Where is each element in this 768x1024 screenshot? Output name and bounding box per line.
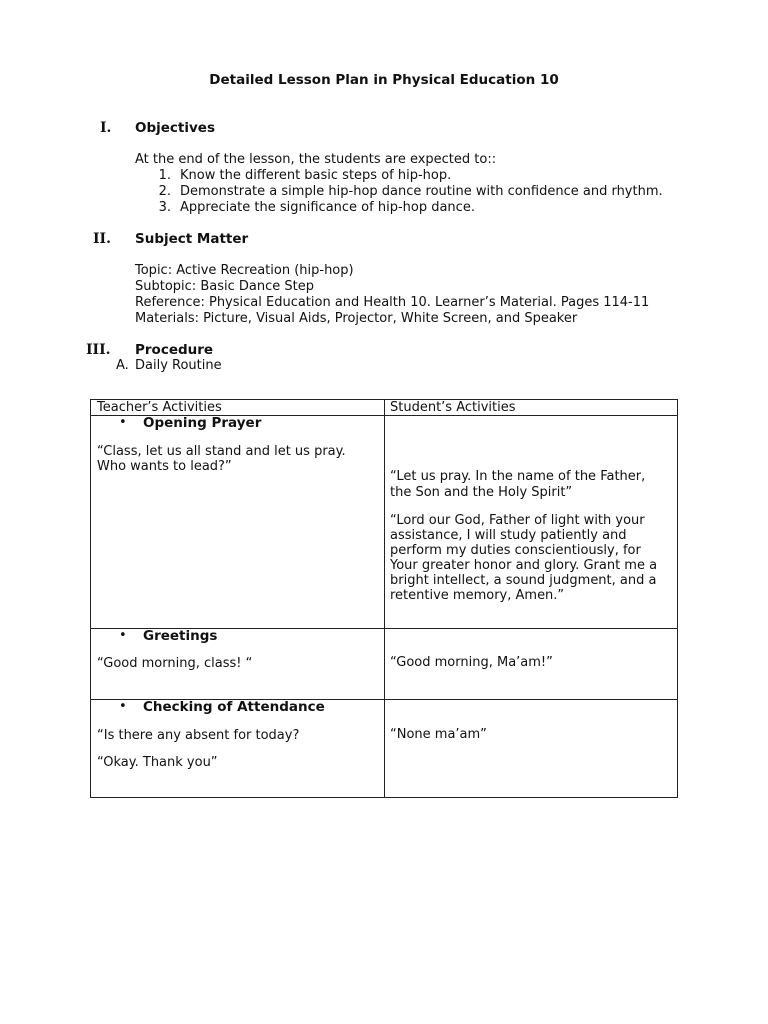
- teacher-greeting: “Good morning, class! “: [97, 656, 253, 671]
- subject-topic: Topic: Active Recreation (hip-hop): [135, 263, 354, 278]
- teacher-prayer-line: Who wants to lead?”: [97, 459, 232, 474]
- student-prayer-line: “Let us pray. In the name of the Father,: [390, 469, 646, 484]
- procedure-numeral: III.: [86, 342, 111, 358]
- greetings-title: Greetings: [143, 628, 218, 644]
- document-title: Detailed Lesson Plan in Physical Education 10: [209, 72, 559, 88]
- teacher-attendance-reply: “Okay. Thank you”: [97, 755, 218, 770]
- subject-subtopic: Subtopic: Basic Dance Step: [135, 279, 314, 294]
- student-prayer-line: the Son and the Holy Spirit”: [390, 485, 573, 500]
- student-prayer-line: assistance, I will study patiently and: [390, 528, 627, 543]
- attendance-title: Checking of Attendance: [143, 699, 325, 715]
- objectives-numeral: I.: [100, 120, 112, 136]
- subject-matter-heading: Subject Matter: [135, 231, 249, 247]
- student-prayer-line: “Lord our God, Father of light with your: [390, 513, 645, 528]
- objective-number: 2.: [158, 184, 171, 199]
- objective-item: Appreciate the significance of hip-hop dance.: [180, 200, 475, 215]
- subject-matter-numeral: II.: [93, 231, 111, 247]
- teacher-attendance-question: “Is there any absent for today?: [97, 728, 300, 743]
- bullet-icon: •: [119, 699, 127, 714]
- teacher-prayer-line: “Class, let us all stand and let us pray.: [97, 444, 346, 459]
- student-prayer-line: Your greater honor and glory. Grant me a: [390, 558, 658, 573]
- bullet-icon: •: [119, 415, 127, 430]
- subject-materials: Materials: Picture, Visual Aids, Projector, White Screen, and Speaker: [135, 311, 578, 326]
- procedure-heading: Procedure: [135, 342, 214, 358]
- activities-table: [90, 399, 678, 798]
- objectives-intro: At the end of the lesson, the students are expected to::: [135, 152, 497, 167]
- objective-number: 3.: [158, 200, 171, 215]
- objective-number: 1.: [158, 168, 171, 183]
- bullet-icon: •: [119, 628, 127, 643]
- student-greeting: “Good morning, Ma’am!”: [390, 655, 553, 670]
- student-prayer-line: perform my duties conscientiously, for: [390, 543, 641, 558]
- student-prayer-line: bright intellect, a sound judgment, and a: [390, 573, 657, 588]
- procedure-sub-label: Daily Routine: [135, 358, 222, 373]
- student-attendance-reply: “None ma’am”: [390, 727, 487, 742]
- teacher-activities-header: Teacher’s Activities: [97, 400, 222, 415]
- procedure-sub-marker: A.: [116, 358, 129, 373]
- student-prayer-line: retentive memory, Amen.”: [390, 588, 565, 603]
- objectives-heading: Objectives: [135, 120, 215, 136]
- student-activities-header: Student’s Activities: [390, 400, 516, 415]
- objective-item: Know the different basic steps of hip-hop.: [180, 168, 452, 183]
- opening-prayer-title: Opening Prayer: [143, 415, 262, 431]
- table-column-divider: [384, 400, 385, 797]
- objective-item: Demonstrate a simple hip-hop dance routine with confidence and rhythm.: [180, 184, 663, 199]
- subject-reference: Reference: Physical Education and Health 10. Learner’s Material. Pages 114-11: [135, 295, 650, 310]
